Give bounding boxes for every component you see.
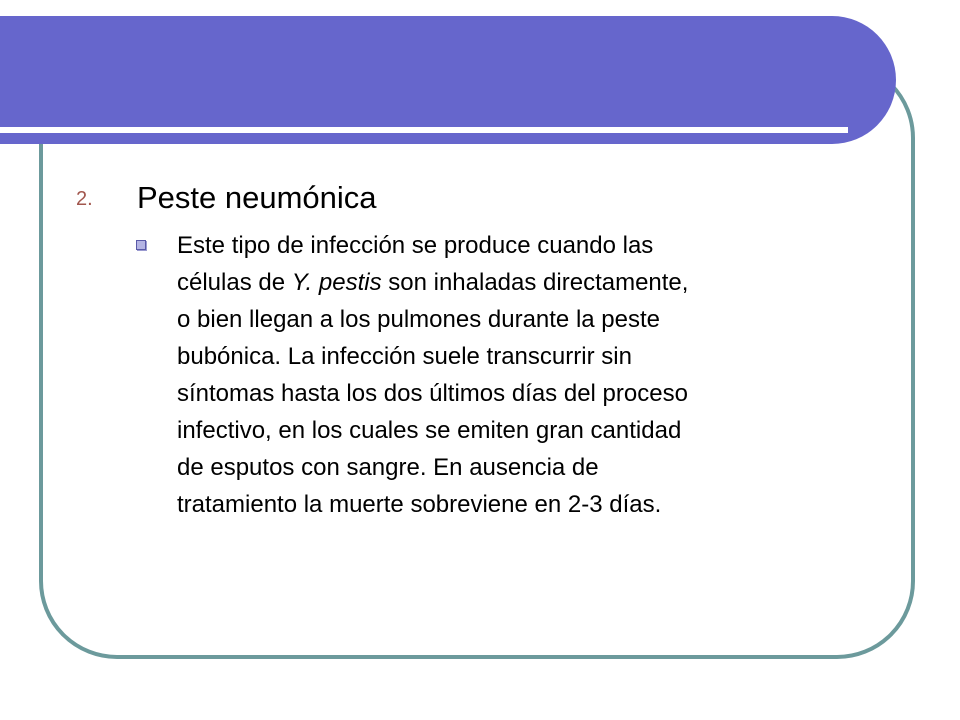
section-heading: Peste neumónica bbox=[137, 180, 377, 215]
paragraph-line bbox=[177, 375, 877, 412]
paragraph-line bbox=[177, 301, 877, 338]
line-text: Este tipo de infección se produce cuando las bbox=[177, 232, 654, 259]
square-bullet-icon bbox=[136, 240, 146, 250]
paragraph-line bbox=[177, 486, 877, 523]
line-text: bubónica. La infección suele transcurrir sin bbox=[177, 343, 632, 370]
bullet-paragraph bbox=[177, 227, 877, 523]
line-text: tratamiento la muerte sobreviene en 2-3 días. bbox=[177, 491, 662, 518]
paragraph-line bbox=[177, 412, 877, 449]
heading-number: 2. bbox=[76, 188, 93, 210]
line-text: infectivo, en los cuales se emiten gran cantidad bbox=[177, 417, 682, 444]
line-text: células de bbox=[177, 269, 292, 296]
title-bar bbox=[0, 16, 896, 144]
paragraph-line bbox=[177, 338, 877, 375]
line-text: son inhaladas directamente, bbox=[381, 269, 689, 296]
line-text: de esputos con sangre. En ausencia de bbox=[177, 454, 599, 481]
species-name-italic: Y. pestis bbox=[291, 269, 382, 296]
line-text: o bien llegan a los pulmones durante la peste bbox=[177, 306, 660, 333]
line-text: síntomas hasta los dos últimos días del proceso bbox=[177, 380, 688, 407]
title-underline-rule bbox=[0, 127, 848, 133]
paragraph-line bbox=[177, 227, 877, 264]
paragraph-line bbox=[177, 449, 877, 486]
paragraph-line bbox=[177, 264, 877, 301]
